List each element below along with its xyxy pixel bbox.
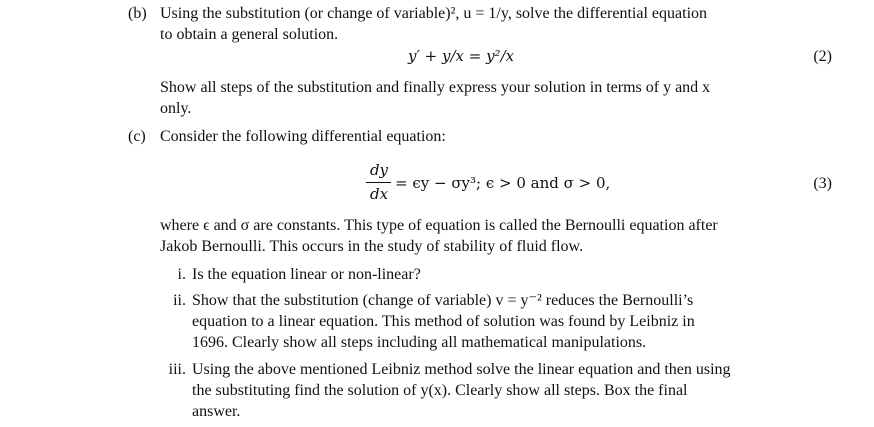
part-c-description-line-1: where ϵ and σ are constants. This type of equation is called the Bernoulli equation after bbox=[160, 217, 718, 234]
item-ii-line-3: 1696. Clearly show all steps including all mathematical manipulations. bbox=[192, 334, 647, 351]
item-iii-marker: iii. bbox=[168, 361, 186, 378]
item-ii-line-2: equation to a linear equation. This method of solution was found by Leibniz in bbox=[192, 313, 695, 330]
part-b-line-2: to obtain a general solution. bbox=[160, 26, 339, 43]
equation-number-2: (2) bbox=[813, 48, 832, 65]
item-i-text: Is the equation linear or non-linear? bbox=[192, 266, 421, 283]
item-ii-marker: ii. bbox=[173, 292, 186, 309]
part-b-label: (b) bbox=[128, 5, 147, 22]
part-b-instruction-line-1: Show all steps of the substitution and finally express your solution in terms of y and x bbox=[160, 79, 711, 96]
item-iii-line-1: Using the above mentioned Leibniz method solve the linear equation and then using bbox=[192, 361, 731, 378]
equation-3-rhs: = ϵy − σy³; ϵ > 0 and σ > 0, bbox=[395, 174, 611, 192]
part-c-label: (c) bbox=[128, 128, 146, 145]
equation-number-3: (3) bbox=[813, 175, 832, 192]
part-c-description-line-2: Jakob Bernoulli. This occurs in the study of stability of fluid flow. bbox=[160, 238, 584, 255]
part-b-line-1: Using the substitution (or change of variable)², u = 1/y, solve the differential equation bbox=[160, 5, 708, 22]
equation-2: y′ + y/x = y²/x bbox=[408, 47, 515, 65]
part-c-intro: Consider the following differential equation: bbox=[160, 128, 446, 145]
part-b-instruction-line-2: only. bbox=[160, 100, 192, 117]
item-ii-line-1: Show that the substitution (change of variable) v = y⁻² reduces the Bernoulli’s bbox=[192, 292, 694, 309]
item-i-marker: i. bbox=[177, 266, 186, 283]
item-iii-line-2: the substituting find the solution of y(x). Clearly show all steps. Box the final bbox=[192, 382, 688, 399]
equation-3-numerator: dy bbox=[369, 161, 389, 179]
equation-3-denominator: dx bbox=[369, 185, 389, 203]
item-iii-line-3: answer. bbox=[192, 403, 241, 420]
fraction-bar bbox=[366, 182, 391, 183]
